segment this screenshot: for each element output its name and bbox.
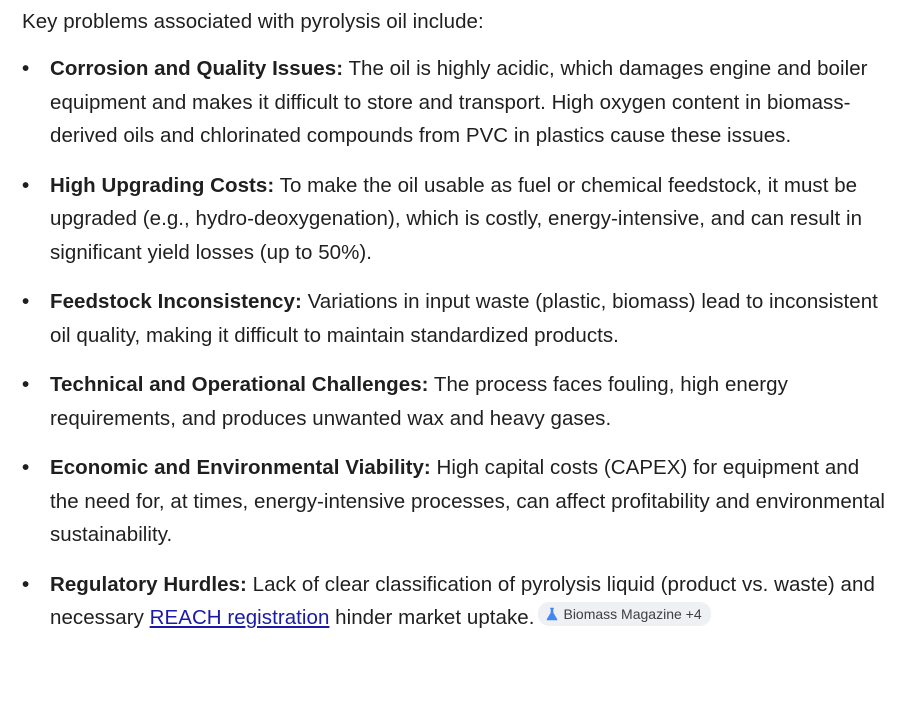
source-chip-button[interactable] [538, 602, 710, 626]
bullet-icon: • [22, 57, 30, 80]
list-item [22, 568, 892, 635]
item-title: Economic and Environmental Viability: [50, 456, 431, 479]
item-text: The oil is highly acidic, which damages engine and boiler equipment and makes it difficult to store and transport. High oxygen content in biomass-derived oils and chlorinated compounds from PVC in plastics cause these issues. [50, 57, 868, 147]
item-text: The process faces fouling, high energy requirements, and produces unwanted wax and heavy gases. [50, 373, 788, 430]
item-title: Technical and Operational Challenges: [50, 373, 429, 396]
bullet-icon: • [22, 173, 30, 197]
item-text: hinder market uptake. [329, 606, 535, 629]
item-text: Variations in input waste (plastic, biomass) lead to inconsistent oil quality, making it difficult to maintain standardized products. [50, 290, 878, 347]
list-item [22, 169, 892, 270]
item-title: Feedstock Inconsistency: [50, 290, 302, 313]
item-text: High capital costs (CAPEX) for equipment and the need for, at times, energy-intensive processes, can affect profitability and environmental sustainability. [50, 456, 886, 546]
reach-registration-link[interactable]: REACH registration [149, 606, 330, 629]
bullet-icon: • [22, 373, 30, 396]
flask-icon [546, 607, 558, 621]
list-item [22, 285, 892, 352]
item-text: Lack of clear classification of pyrolysis liquid (product vs. waste) and necessary [50, 572, 875, 629]
list-item [22, 52, 892, 153]
source-chip-label: Biomass Magazine +4 [563, 606, 702, 622]
item-text: To make the oil usable as fuel or chemical feedstock, it must be upgraded (e.g., hydro-deoxygenation), which is costly, energy-intensive, and can result in significant yield losses (up to 50%). [50, 173, 863, 264]
problem-list [22, 52, 892, 635]
list-item [22, 451, 892, 552]
item-title: High Upgrading Costs: [50, 173, 275, 197]
item-title: Corrosion and Quality Issues: [50, 57, 344, 80]
bullet-icon: • [22, 290, 30, 313]
list-item [22, 368, 892, 435]
item-title: Regulatory Hurdles: [50, 572, 247, 596]
bullet-icon: • [22, 572, 30, 596]
bullet-icon: • [22, 456, 30, 479]
intro-text: Key problems associated with pyrolysis oil include: [22, 10, 484, 33]
